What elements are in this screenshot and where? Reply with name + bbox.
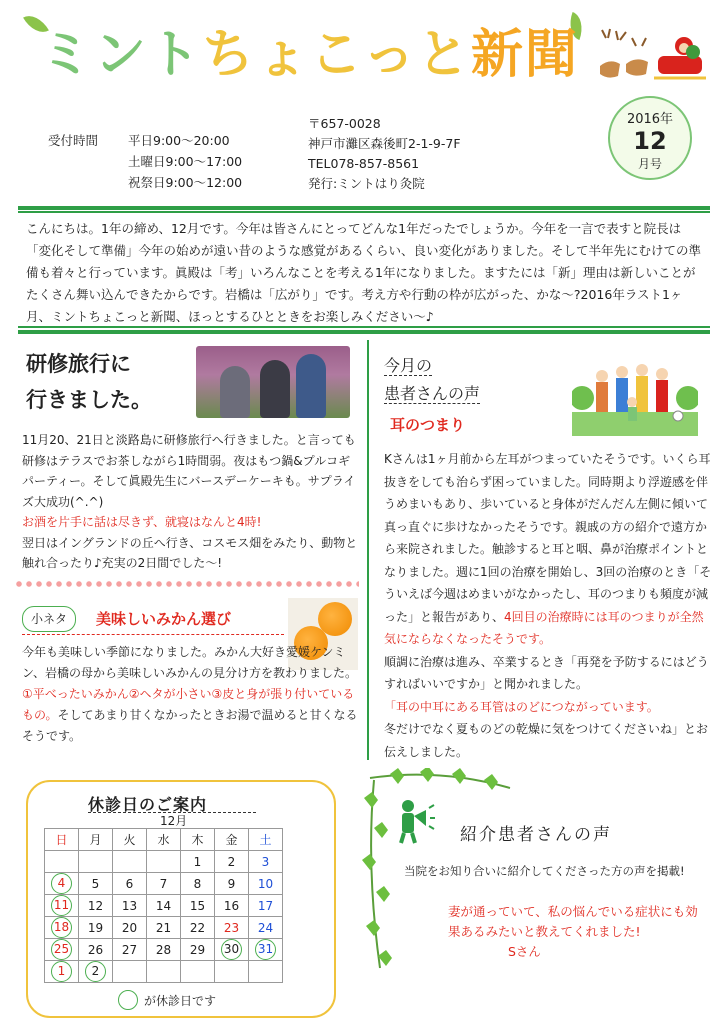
column-divider bbox=[367, 340, 369, 760]
day-cell: 13 bbox=[113, 895, 147, 917]
day-cell bbox=[249, 939, 283, 961]
holiday-marker: 11 bbox=[51, 895, 72, 916]
voice-text: Kさんは1ヶ月前から左耳がつまっていたそうです。いくら耳抜きをしても治らず困っていました。同時期より浮遊感を伴うめまいもあり、歩いていると身体がだんだん左側に傾いて真っ直ぐに歩けなかったそうです。親戚の方の紹介で遠方から来院されました。触診すると耳と咽、鼻が治療ポイントとなりました。週に1回の治療を開始し、3回の治療のとき「そういえば今週はめまいがなかったし、耳のつまりも頻度が減った」と報告があり、4回目の治療時には耳のつまりが全然気にならなくなったそうです。 順調に治療は進み、卒業するとき「再発を予防するにはどうすればいいですか」と聞かれました。 「耳の中耳にある耳管はのどにつながっています。 冬だけでなく夏ものどの乾燥に気をつけてくださいね」とお伝えしました。 bbox=[384, 452, 712, 759]
day-cell: 14 bbox=[147, 895, 181, 917]
day-cell bbox=[45, 939, 79, 961]
megaphone-icon bbox=[396, 798, 436, 844]
day-cell bbox=[45, 895, 79, 917]
day-cell: 8 bbox=[181, 873, 215, 895]
day-cell bbox=[113, 851, 147, 873]
weekday-cell: 水 bbox=[147, 829, 181, 851]
day-cell bbox=[147, 961, 181, 983]
week-row bbox=[45, 961, 283, 983]
divider bbox=[18, 326, 710, 328]
intro-text: こんにちは。1年の締め、12月です。今年は皆さんにとってどんな1年だったでしょうか。今年を一言で表すと院長は「変化そして準備」今年の始めが遠い昔のような感覚があるくらい、良い変化がありました。そして半年先にむけての準備も着々と行っています。眞殿は「考」いろんなことを考える1年になりました。ますたには「新」理由は新しいことがたくさん舞い込んできたからです。岩橋は「広がり」です。考え方や行動の枠が広がった、かな〜?2016年ラスト1ヶ月、ミントちょこっと新聞、ほっとするひとときをお楽しみください〜♪ bbox=[26, 221, 702, 324]
quote-author: Sさん bbox=[508, 944, 541, 959]
day-cell: 19 bbox=[79, 917, 113, 939]
voice-heading: 今月の 患者さんの声 bbox=[384, 356, 481, 403]
dotted-divider bbox=[14, 578, 359, 590]
day-cell: 7 bbox=[147, 873, 181, 895]
weekday-cell: 日 bbox=[45, 829, 79, 851]
day-cell: 15 bbox=[181, 895, 215, 917]
referral-quote: 妻が通っていて、私の悩んでいる症状にも効果あるみたいと教えてくれました! Sさん bbox=[448, 904, 698, 959]
weekday-cell: 木 bbox=[181, 829, 215, 851]
divider bbox=[18, 211, 710, 213]
holiday-marker: 18 bbox=[51, 917, 72, 938]
day-cell: 26 bbox=[79, 939, 113, 961]
santa-sleigh-icon bbox=[596, 26, 714, 86]
mikan-title: 美味しいみかん選び bbox=[96, 610, 232, 628]
day-cell: 12 bbox=[79, 895, 113, 917]
weekday-row bbox=[45, 829, 283, 851]
day-cell bbox=[113, 961, 147, 983]
day-cell: 9 bbox=[215, 873, 249, 895]
day-cell: 28 bbox=[147, 939, 181, 961]
day-cell: 1 bbox=[181, 851, 215, 873]
day-cell: 10 bbox=[249, 873, 283, 895]
issue-badge: 2016年 12 月号 bbox=[608, 96, 692, 180]
tip-tag: 小ネタ bbox=[22, 606, 76, 632]
day-cell bbox=[79, 961, 113, 983]
day-cell: 29 bbox=[181, 939, 215, 961]
weekday-cell: 土 bbox=[249, 829, 283, 851]
hours-row: 祝祭日 9:00〜12:00 bbox=[128, 175, 243, 190]
day-cell: 2 bbox=[215, 851, 249, 873]
day-cell: 27 bbox=[113, 939, 147, 961]
day-cell bbox=[45, 873, 79, 895]
hours-row: 受付時間 平日 9:00〜20:00 bbox=[48, 133, 230, 148]
reception-hours bbox=[48, 130, 242, 193]
divider bbox=[18, 330, 710, 334]
day-cell bbox=[79, 851, 113, 873]
day-cell bbox=[45, 917, 79, 939]
weekday-cell: 火 bbox=[113, 829, 147, 851]
family-illustration bbox=[572, 354, 698, 436]
week-row bbox=[45, 895, 283, 917]
day-cell: 6 bbox=[113, 873, 147, 895]
day-cell: 5 bbox=[79, 873, 113, 895]
circle-icon bbox=[118, 990, 138, 1010]
day-cell: 20 bbox=[113, 917, 147, 939]
day-cell bbox=[215, 939, 249, 961]
trip-photo bbox=[196, 346, 350, 418]
day-cell: 23 bbox=[215, 917, 249, 939]
week-row bbox=[45, 917, 283, 939]
day-cell bbox=[147, 851, 181, 873]
voice-subtitle: 耳のつまり bbox=[390, 416, 466, 434]
referral-subtext: 当院をお知り合いに紹介してくださった方の声を掲載! bbox=[404, 864, 685, 878]
calendar-title: 休診日のご案内 bbox=[88, 795, 208, 814]
divider bbox=[18, 206, 710, 210]
holiday-marker: 2 bbox=[85, 961, 106, 982]
referral-heading: 紹介患者さんの声 bbox=[460, 825, 612, 845]
trip-text: 11月20、21日と淡路島に研修旅行へ行きました。と言っても研修はテラスでお茶しながら1時間弱。夜はもつ鍋&プルコギパーティー。そして眞殿先生にバースデーケーキも。サプライズ大成功(^.^) お酒を片手に話は尽きず、就寝はなんと4時! 翌日はイングランドの丘へ行き、コスモス畑をみたり、動物と触れ合ったり♪充実の2日間でした〜! bbox=[22, 433, 358, 570]
day-cell: 24 bbox=[249, 917, 283, 939]
holiday-marker: 1 bbox=[51, 961, 72, 982]
holiday-marker: 4 bbox=[51, 873, 72, 894]
calendar-table bbox=[44, 828, 283, 983]
title-underline bbox=[22, 634, 284, 635]
day-cell: 17 bbox=[249, 895, 283, 917]
week-row bbox=[45, 939, 283, 961]
newsletter-title: ミントちょこっと新聞 bbox=[40, 25, 579, 85]
day-cell: 21 bbox=[147, 917, 181, 939]
day-cell: 16 bbox=[215, 895, 249, 917]
holiday-marker: 25 bbox=[51, 939, 72, 960]
day-cell: 22 bbox=[181, 917, 215, 939]
clinic-address: 〒657-0028 神戸市灘区森後町2-1-9-7F TEL078-857-8561 発行:ミントはり灸院 bbox=[308, 116, 461, 191]
day-cell bbox=[45, 851, 79, 873]
calendar-month: 12月 bbox=[160, 814, 188, 828]
day-cell bbox=[249, 961, 283, 983]
trip-heading: 研修旅行に 行きました。 bbox=[26, 352, 152, 412]
week-row bbox=[45, 873, 283, 895]
day-cell bbox=[215, 961, 249, 983]
day-cell bbox=[181, 961, 215, 983]
mikan-text: 今年も美味しい季節になりました。みかん大好き愛媛ケンミン、岩橋の母から美味しいみかんの見分け方を教わりました。 ①平べったいみかん②ヘタが小さい③皮と身が張り付いているもの。そしてあまり甘くなかったときお湯で温めると甘くなるそうです。 bbox=[22, 645, 358, 743]
weekday-cell: 月 bbox=[79, 829, 113, 851]
day-cell: 3 bbox=[249, 851, 283, 873]
holiday-marker: 31 bbox=[255, 939, 276, 960]
hours-row: 土曜日 9:00〜17:00 bbox=[128, 154, 243, 169]
weekday-cell: 金 bbox=[215, 829, 249, 851]
day-cell bbox=[45, 961, 79, 983]
week-row bbox=[45, 851, 283, 873]
calendar-legend: が休診日です bbox=[118, 990, 216, 1010]
holiday-marker: 30 bbox=[221, 939, 242, 960]
